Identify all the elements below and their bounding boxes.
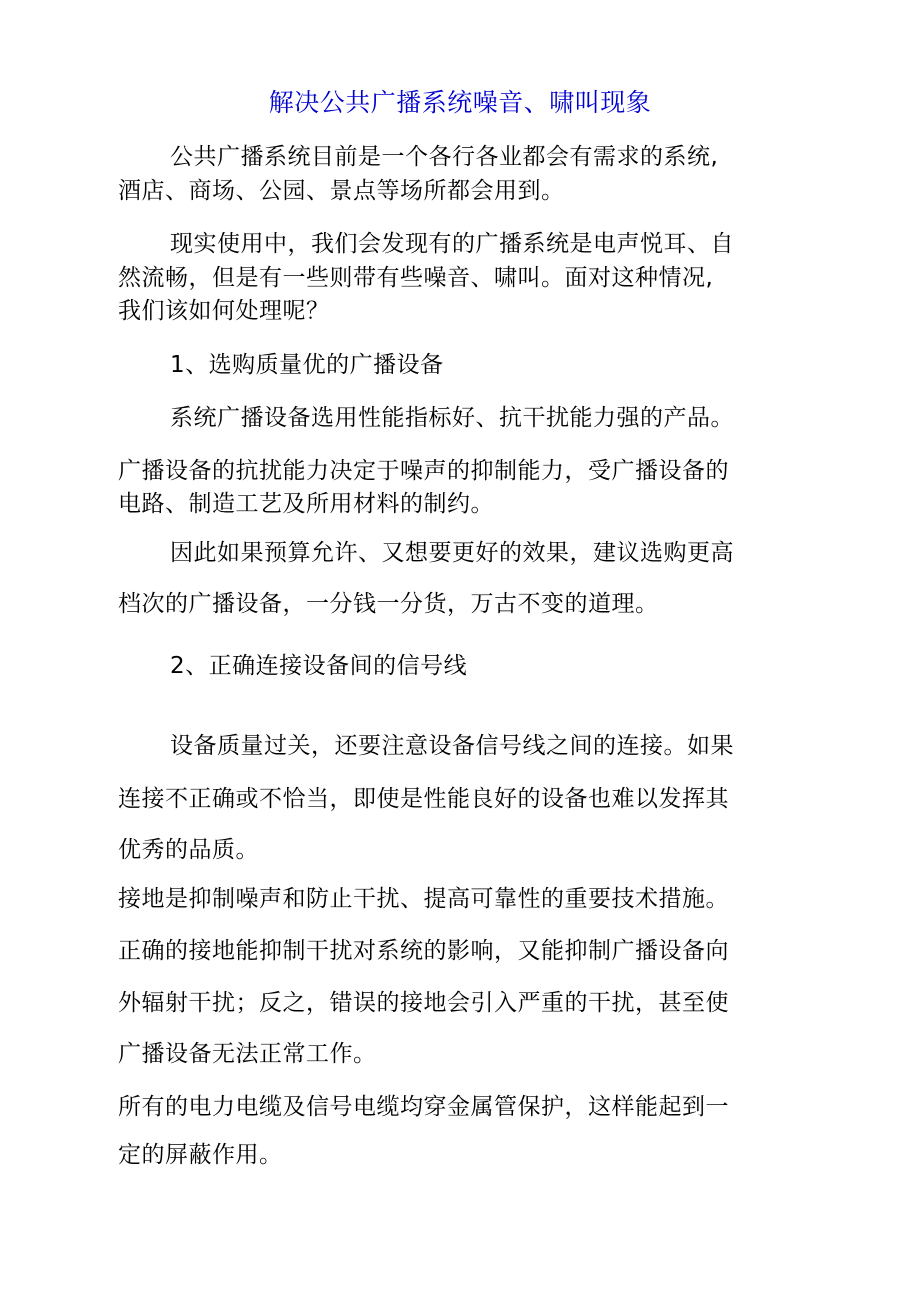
page-title: 解决公共广播系统噪音、啸叫现象 xyxy=(268,88,652,117)
section1-paragraph-1: 系统广播设备选用性能指标好、抗干扰能力强的产品。 xyxy=(170,405,734,431)
section2-paragraph-3-line-1: 所有的电力电缆及信号电缆均穿金属管保护，这样能起到一 xyxy=(118,1094,729,1120)
section2-paragraph-1-line-1: 设备质量过关，还要注意设备信号线之间的连接。如果 xyxy=(170,733,734,759)
intro-line-1: 公共广播系统目前是一个各行各业都会有需求的系统, xyxy=(170,144,719,170)
question-line-1: 现实使用中，我们会发现有的广播系统是电声悦耳、自 xyxy=(170,231,734,257)
section2-paragraph-2-line-2: 正确的接地能抑制干扰对系统的影响，又能抑制广播设备向 xyxy=(118,938,729,964)
section1-paragraph-2-line-2: 电路、制造工艺及所用材料的制约。 xyxy=(118,491,494,517)
section2-paragraph-1-line-3: 优秀的品质。 xyxy=(118,837,259,863)
section2-paragraph-2-line-4: 广播设备无法正常工作。 xyxy=(118,1041,377,1067)
section1-paragraph-3-line-2: 档次的广播设备，一分钱一分货，万古不变的道理。 xyxy=(118,591,659,617)
section2-paragraph-2-line-3: 外辐射干扰；反之，错误的接地会引入严重的干扰，甚至使 xyxy=(118,990,729,1016)
section1-heading: 1、选购质量优的广播设备 xyxy=(170,352,444,378)
question-line-2: 然流畅，但是有一些则带有些噪音、啸叫。面对这种情况, xyxy=(118,265,714,291)
section1-paragraph-2-line-1: 广播设备的抗扰能力决定于噪声的抑制能力，受广播设备的 xyxy=(118,458,729,484)
section1-paragraph-3-line-1: 因此如果预算允许、又想要更好的效果，建议选购更高 xyxy=(170,540,734,566)
section2-paragraph-3-line-2: 定的屏蔽作用。 xyxy=(118,1142,283,1168)
section2-paragraph-2-line-1: 接地是抑制噪声和防止干扰、提高可靠性的重要技术措施。 xyxy=(118,886,729,912)
question-line-3: 我们该如何处理呢？ xyxy=(118,298,330,324)
section2-paragraph-1-line-2: 连接不正确或不恰当，即使是性能良好的设备也难以发挥其 xyxy=(118,786,729,812)
section2-heading: 2、正确连接设备间的信号线 xyxy=(170,653,468,679)
intro-line-2: 酒店、商场、公园、景点等场所都会用到。 xyxy=(118,178,565,204)
